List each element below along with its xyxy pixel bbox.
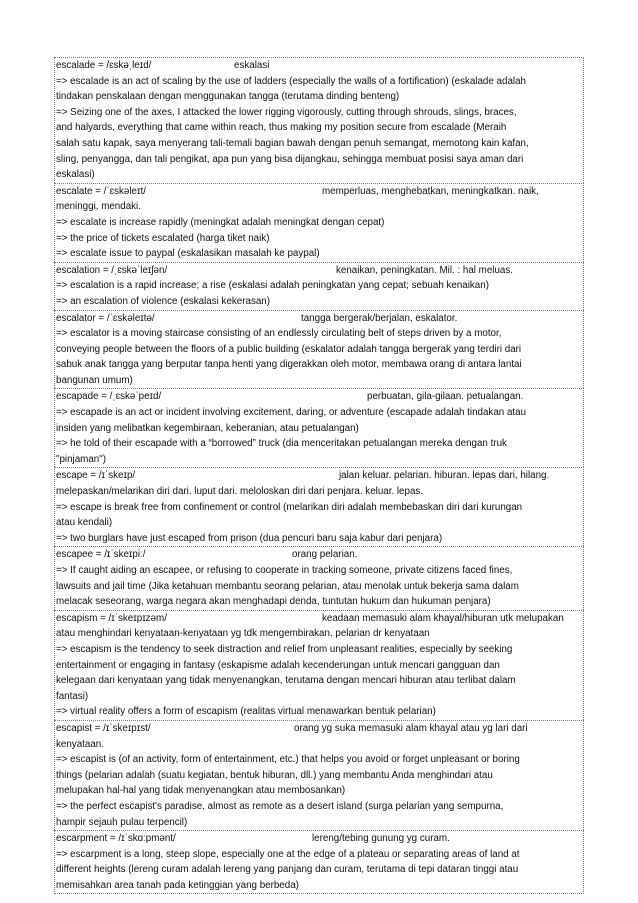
entry-escapee <box>54 546 584 609</box>
entry-line: kelegaan dari kenyataan yang tidak menyenangkan, terutama dengan mencari hiburan atau terlibat dalam <box>56 675 516 687</box>
entry-escape <box>54 467 584 546</box>
entry-line: atau menghindari kenyataan-kenyataan yg tdk mengembirakan. pelarian dr kenyataan <box>56 628 430 640</box>
entry-line: melupakan hal-hal yang tidak menyenangkan atau membosankan) <box>56 785 346 797</box>
entry-line: => escapist is (of an activity, form of entertainment, etc.) that helps you avoid or forget unpleasant or boring <box>56 754 520 766</box>
entry-line: => escalation is a rapid increase; a rise (eskalasi adalah peningkatan yang cepat; sebuah kenaikan) <box>56 280 489 292</box>
entry-meaning: jalan keluar. pelarian. hiburan. lepas dari, hilang. <box>339 470 550 482</box>
entry-line: sabuk anak tangga yang berputar tanpa henti yang digerakkan oleh motor, membawa orang di antara lantai <box>56 359 522 371</box>
entry-term: escalade = /ɛskəˌleɪd/ <box>56 60 152 71</box>
entry-line: fantasi) <box>56 690 89 702</box>
entry-escarpment <box>54 830 584 894</box>
entry-line: => Seizing one of the axes, I attacked the lower rigging vigorously, cutting through shrouds, slings, braces, <box>56 106 517 118</box>
entry-escapist <box>54 720 584 830</box>
entry-meaning: perbuatan, gila-gilaan. petualangan. <box>367 391 524 403</box>
entry-meaning: keadaan memasuki alam khayal/hiburan utk melupakan <box>322 612 564 624</box>
entry-line: => escapade is an act or incident involving excitement, daring, or adventure (escapade adalah tindakan atau <box>56 407 527 419</box>
entry-line: bangunan umum) <box>56 374 133 386</box>
entry-line: => escalator is a moving staircase consisting of an endlessly circulating belt of steps driven by a motor, <box>56 328 502 340</box>
entry-line: melacak seseorang, warga negara akan menghadapi denda, tuntutan hukum dan hukuman penjara) <box>56 596 491 608</box>
entry-meaning: memperluas, menghebatkan, meningkatkan. naik, <box>322 185 539 197</box>
entry-line: atau kendali) <box>56 517 113 529</box>
entry-line: salah satu kapak, saya menyerang tali-temali bagian bawah dengan penuh semangat, memotong kain kafan, <box>56 137 529 149</box>
dictionary-page <box>54 57 584 894</box>
entry-line: => escalade is an act of scaling by the use of ladders (especially the walls of a fortification) (eskalade adalah <box>56 75 526 87</box>
entry-line: hampir sejauh pulau terpencil) <box>56 816 188 828</box>
entry-term: escarpment = /ɪˈskɑːpmənt/ <box>56 833 176 845</box>
entry-line: => escape is break free from confinement or control (melarikan diri adalah membebaskan diri dari kurungan <box>56 501 523 513</box>
entry-term: escapee = /ɪˈskeɪpiː/ <box>56 549 146 561</box>
entry-term: escapism = /ɪˈskeɪpɪzəm/ <box>56 612 167 624</box>
entry-meaning: tangga bergerak/berjalan, eskalator. <box>301 312 458 324</box>
entry-escalade <box>54 57 584 183</box>
entry-line: => the price of tickets escalated (harga tiket naik) <box>56 232 270 244</box>
entry-escapade <box>54 388 584 467</box>
entry-line: different heights (lereng curam adalah lereng yang panjang dan curam, terutama di tepi dataran tinggi atau <box>56 864 519 876</box>
entry-line: meninggi, mendaki. <box>56 201 141 213</box>
entry-term: escalation = /ˌɛskəˈleɪʃən/ <box>56 264 168 276</box>
entry-line: => escalate is increase rapidly (meningkat adalah meningkat dengan cepat) <box>56 216 385 228</box>
entry-line: conveying people between the floors of a public building (eskalator adalah tangga bergerak yang terdiri dari <box>56 343 522 355</box>
entry-meaning: lereng/tebing gunung yg curam. <box>312 833 450 845</box>
entry-line: lawsuits and jail time (Jika ketahuan membantu seorang pelarian, atau menolak untuk bekerja sama dalam <box>56 580 519 592</box>
entry-line: and halyards, everything that came within reach, thus making my position secure from escalade (Meraih <box>56 122 507 134</box>
entry-line: => escapism is the tendency to seek distraction and relief from unpleasant realities, especially by seeking <box>56 643 513 655</box>
entry-line: sling, penyangga, dan tali pengikat, apa pun yang bisa dijangkau, sehingga membuat posisi saya aman dari <box>56 153 524 165</box>
entry-escalation <box>54 262 584 310</box>
entry-line: entertainment or engaging in fantasy (eskapisme adalah kecenderungan untuk mencari gangguan dan <box>56 659 500 671</box>
entry-line: => he told of their escapade with a “borrowed” truck (dia menceritakan petualangan mereka dengan truk <box>56 438 507 450</box>
entry-meaning: kenaikan, peningkatan. Mil. : hal meluas. <box>336 264 513 276</box>
entry-line: kenyataan. <box>56 738 104 750</box>
entry-escalate <box>54 183 584 262</box>
entry-line: => the perfect escapist's paradise, almost as remote as a desert island (surga pelarian yang sempurna, <box>56 800 504 812</box>
entry-line: memisahkan area tanah pada ketinggian yang berbeda) <box>56 879 299 891</box>
entry-meaning: eskalasi <box>234 60 270 71</box>
entry-meaning: orang pelarian. <box>292 549 358 561</box>
entry-term: escalate = /ˈɛskəleɪt/ <box>56 185 146 197</box>
entry-line: melepaskan/melarikan diri dari. luput dari. meloloskan diri dari penjara. keluar. lepas. <box>56 486 424 498</box>
entry-line: tindakan penskalaan dengan menggunakan tangga (terutama dinding benteng) <box>56 91 400 103</box>
entry-escalator <box>54 310 584 389</box>
entry-line: => virtual reality offers a form of escapism (realitas virtual menawarkan bentuk pelarian) <box>56 706 436 718</box>
entry-line: => If caught aiding an escapee, or refusing to cooperate in tracking someone, private citizens faced fines, <box>56 565 513 576</box>
entry-line: => two burglars have just escaped from prison (dua pencuri baru saja kabur dari penjara) <box>56 532 443 544</box>
entry-line: => an escalation of violence (eskalasi kekerasan) <box>56 295 271 307</box>
entry-meaning: orang yg suka memasuki alam khayal atau yg lari dari <box>294 722 528 734</box>
entry-line: eskalasi) <box>56 169 95 181</box>
entry-line: "pinjaman") <box>56 453 106 465</box>
entry-term: escalator = /ˈɛskəleɪtə/ <box>56 312 155 324</box>
entry-escapism <box>54 610 584 720</box>
entry-line: => escarpment is a long, steep slope, especially one at the edge of a plateau or separating areas of land at <box>56 848 520 860</box>
entry-term: escapade = /ˌɛskəˈpeɪd/ <box>56 391 162 403</box>
entry-term: escape = /ɪˈskeɪp/ <box>56 470 136 482</box>
entry-line: => escalate issue to paypal (eskalasikan masalah ke paypal) <box>56 248 320 260</box>
entry-line: insiden yang melibatkan kegembiraan, keberanian, atau petualangan) <box>56 422 359 434</box>
entry-line: things (pelarian adalah (suatu kegiatan, bentuk hiburan, dll.) yang membantu Anda menghindari atau <box>56 769 493 781</box>
entry-term: escapist = /ɪˈskeɪpɪst/ <box>56 722 151 734</box>
